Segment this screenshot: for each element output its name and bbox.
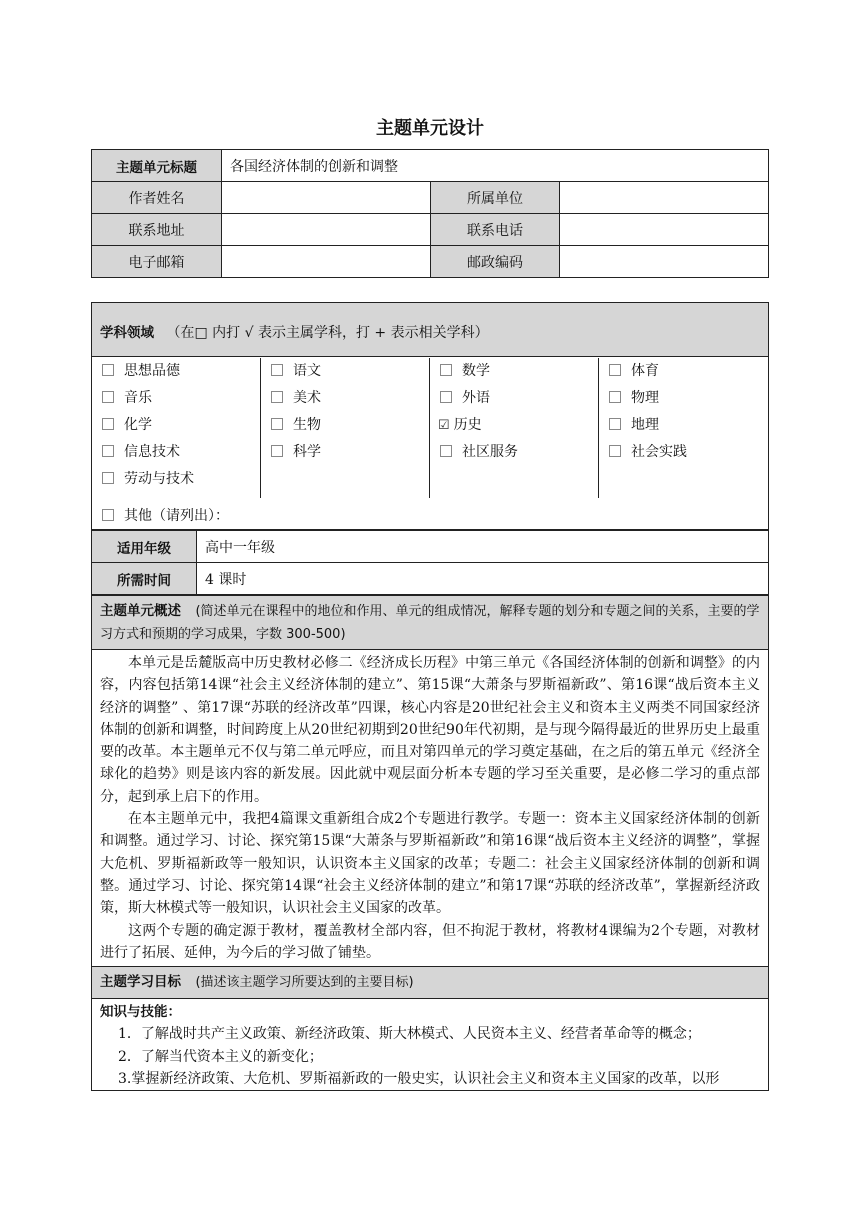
subject-option[interactable]	[269, 385, 321, 412]
subject-option-label: 物理	[631, 390, 659, 406]
phone-field[interactable]	[560, 214, 769, 246]
checkbox-icon[interactable]	[102, 364, 114, 376]
unit-title-value: 各国经济体制的创新和调整	[222, 150, 769, 182]
goals-note: (描述该主题学习所要达到的主要目标)	[195, 975, 414, 990]
goals-label: 主题学习目标	[100, 974, 181, 990]
checkbox-icon[interactable]	[609, 445, 621, 457]
phone-label: 联系电话	[431, 214, 560, 246]
subject-area-label: 学科领域	[100, 325, 154, 341]
checkbox-icon[interactable]	[102, 391, 114, 403]
goal-item: 2．了解当代资本主义的新变化；	[118, 1048, 323, 1065]
subject-area-note: （在□ 内打 √ 表示主属学科，打 + 表示相关学科）	[166, 325, 489, 341]
checkbox-icon[interactable]	[609, 364, 621, 376]
subject-other-label: 其他（请列出）：	[124, 508, 229, 524]
subject-option[interactable]	[607, 358, 687, 385]
checkbox-icon[interactable]	[440, 364, 452, 376]
time-label: 所需时间	[92, 563, 197, 595]
subject-option[interactable]	[607, 439, 687, 466]
checkbox-icon[interactable]	[271, 418, 283, 430]
overview-paragraph: 在本主题单元中，我把4篇课文重新组合成2个专题进行教学。专题一：资本主义国家经济体制的创新和调整。通过学习、讨论、探究第15课“大萧条与罗斯福新政”和第16课“战后资本主义经济的调整”，掌握大危机、罗斯福新政等一般知识，认识资本主义国家的改革；专题二：社会主义国家经济体制的创新和调整。通过学习、讨论、探究第14课“社会主义经济体制的建立”和第17课“苏联的经济改革”，掌握新经济政策，斯大林模式等一般知识，认识社会主义国家的改革。	[100, 811, 760, 917]
author-label: 作者姓名	[92, 182, 222, 214]
subject-option-label: 历史	[453, 417, 482, 433]
overview-header	[91, 595, 769, 650]
subject-option[interactable]	[269, 358, 321, 385]
grade-label: 适用年级	[92, 531, 197, 563]
overview-paragraph: 这两个专题的确定源于教材，覆盖教材全部内容，但不拘泥于教材，将教材4课编为2个专题，对教材进行了拓展、延伸，为今后的学习做了铺垫。	[100, 922, 760, 961]
subject-option-label: 信息技术	[124, 444, 180, 460]
knowledge-title: 知识与技能：	[100, 1004, 181, 1020]
subject-option-label: 社会实践	[631, 444, 687, 460]
subject-option-label: 思想品德	[124, 363, 180, 379]
subject-option[interactable]	[438, 358, 518, 385]
checkbox-icon[interactable]	[440, 391, 452, 403]
goal-item: 3.掌握新经济政策、大危机、罗斯福新政的一般史实，认识社会主义和资本主义国家的改革，以形	[118, 1070, 720, 1087]
subject-area-header	[92, 303, 768, 357]
subject-option-label: 数学	[462, 363, 490, 379]
goals-header	[91, 966, 769, 999]
checkbox-icon[interactable]	[271, 364, 283, 376]
checkbox-icon[interactable]	[271, 391, 283, 403]
subject-option-label: 美术	[293, 390, 321, 406]
subject-option[interactable]	[269, 412, 321, 439]
email-label: 电子邮箱	[92, 246, 222, 278]
author-field[interactable]	[222, 182, 431, 214]
checkbox-icon[interactable]	[102, 418, 114, 430]
org-label: 所属单位	[431, 182, 560, 214]
column-divider	[429, 358, 430, 498]
grade-value: 高中一年级	[197, 531, 769, 563]
goals-body	[91, 998, 769, 1091]
checkbox-icon[interactable]	[609, 391, 621, 403]
subject-option[interactable]	[100, 439, 194, 466]
subject-other[interactable]	[100, 503, 229, 530]
subject-option[interactable]	[100, 412, 194, 439]
checkbox-icon[interactable]	[271, 445, 283, 457]
checkbox-icon[interactable]	[102, 445, 114, 457]
page-title: 主题单元设计	[376, 118, 484, 139]
subject-column-1	[100, 358, 194, 498]
subject-column-2	[269, 358, 321, 498]
subject-option-label: 体育	[631, 363, 659, 379]
subject-column-3	[438, 358, 518, 498]
subject-option[interactable]	[100, 466, 194, 493]
subject-option[interactable]	[607, 385, 687, 412]
unit-title-label: 主题单元标题	[92, 150, 222, 182]
subject-option[interactable]	[438, 439, 518, 466]
postcode-field[interactable]	[560, 246, 769, 278]
grade-time-table	[91, 530, 769, 595]
subject-option-label: 科学	[293, 444, 321, 460]
subject-option-label: 外语	[462, 390, 490, 406]
goal-item: 1．了解战时共产主义政策、新经济政策、斯大林模式、人民资本主义、经营者革命等的概念；	[118, 1026, 701, 1043]
checkbox-icon[interactable]	[609, 418, 621, 430]
subject-option-label: 生物	[293, 417, 321, 433]
checkbox-icon[interactable]	[102, 509, 114, 521]
org-field[interactable]	[560, 182, 769, 214]
subject-area-section	[91, 302, 769, 530]
column-divider	[260, 358, 261, 498]
subject-option[interactable]	[100, 358, 194, 385]
subject-option-label: 社区服务	[462, 444, 518, 460]
subject-option-label: 地理	[631, 417, 659, 433]
email-field[interactable]	[222, 246, 431, 278]
checkbox-icon[interactable]	[440, 445, 452, 457]
subject-option-label: 音乐	[124, 390, 152, 406]
checked-box-icon[interactable]: ☑	[438, 418, 450, 433]
overview-body	[91, 649, 769, 967]
subject-option-label: 语文	[293, 363, 321, 379]
address-field[interactable]	[222, 214, 431, 246]
subject-option[interactable]	[100, 385, 194, 412]
time-value: 4 课时	[197, 563, 769, 595]
overview-paragraph: 本单元是岳麓版高中历史教材必修二《经济成长历程》中第三单元《各国经济体制的创新和调整》的内容，内容包括第14课“社会主义经济体制的建立”、第15课“大萧条与罗斯福新政”、第16课“战后资本主义经济的调整” 、第17课“苏联的经济改革”四课，核心内容是20世纪社会主义和资本主义两类不同国家经济体制的创新和调整，时间跨度上从20世纪初期到20世纪90年代初期，是与现今隔得最近的世界历史上最重要的改革。本主题单元不仅与第二单元呼应，而且对第四单元的学习奠定基础，在之后的第五单元《经济全球化的趋势》则是该内容的新发展。因此就中观层面分析本专题的学习至关重要，是必修二学习的重点部分，起到承上启下的作用。	[100, 655, 760, 805]
subject-option[interactable]	[607, 412, 687, 439]
subject-option[interactable]	[438, 412, 518, 439]
subject-option[interactable]	[269, 439, 321, 466]
subject-column-4	[607, 358, 687, 498]
address-label: 联系地址	[92, 214, 222, 246]
overview-note: (简述单元在课程中的地位和作用、单元的组成情况，解释专题的划分和专题之间的关系，主要的学习方式和预期的学习成果，字数 300-500)	[100, 604, 760, 642]
column-divider	[598, 358, 599, 498]
unit-info-table	[91, 149, 769, 278]
checkbox-icon[interactable]	[102, 472, 114, 484]
subject-option[interactable]	[438, 385, 518, 412]
overview-label: 主题单元概述	[100, 603, 181, 619]
subject-option-label: 化学	[124, 417, 152, 433]
subject-option-label: 劳动与技术	[124, 471, 194, 487]
postcode-label: 邮政编码	[431, 246, 560, 278]
